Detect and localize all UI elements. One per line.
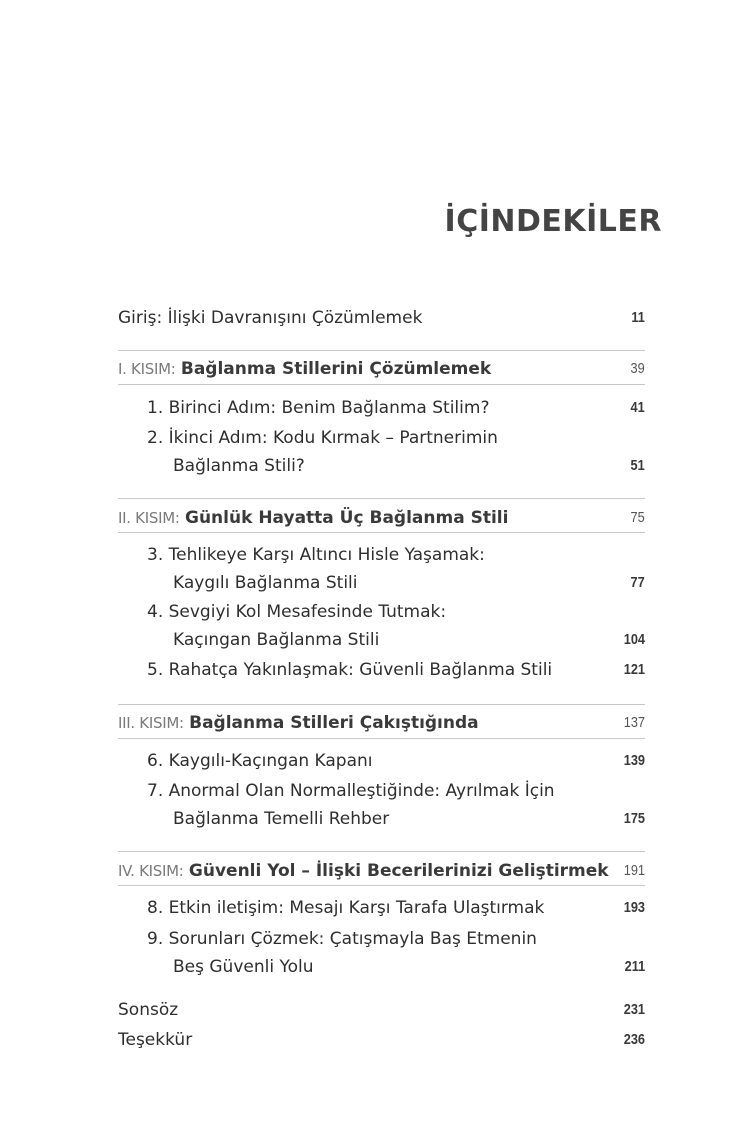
page-number: 231 xyxy=(623,1001,645,1018)
chapter-title: 5. Rahatça Yakınlaşmak: Güvenli Bağlanma Stili xyxy=(147,660,553,680)
page-number: 51 xyxy=(630,457,645,474)
chapter-title: 2. İkinci Adım: Kodu Kırmak – Partnerimin xyxy=(147,428,498,448)
chapter-title: 9. Sorunları Çözmek: Çatışmayla Baş Etmenin xyxy=(147,929,537,949)
page-number: 11 xyxy=(631,309,645,326)
page-number: 121 xyxy=(623,661,645,678)
part-heading[interactable] xyxy=(118,709,645,737)
part-title: Günlük Hayatta Üç Bağlanma Stili xyxy=(185,508,509,528)
page-number: 75 xyxy=(630,509,645,526)
toc-entry-afterword[interactable] xyxy=(118,996,645,1024)
entry-text: Teşekkür xyxy=(118,1030,193,1050)
divider xyxy=(118,384,645,385)
part-prefix: III. KISIM: xyxy=(118,714,184,732)
chapter-title-cont: Bağlanma Temelli Rehber xyxy=(173,809,390,829)
divider xyxy=(118,498,645,499)
page-title: İÇİNDEKİLER xyxy=(444,204,662,239)
chapter-title-cont: Bağlanma Stili? xyxy=(173,456,305,476)
page-number: 39 xyxy=(630,360,645,377)
chapter-title: 6. Kaygılı-Kaçıngan Kapanı xyxy=(147,751,373,771)
page-number: 137 xyxy=(623,714,645,731)
divider xyxy=(118,350,645,351)
chapter-entry[interactable] xyxy=(147,925,645,981)
page-number: 41 xyxy=(630,399,645,416)
chapter-entry[interactable] xyxy=(147,777,645,833)
chapter-title: 8. Etkin iletişim: Mesajı Karşı Tarafa Ulaştırmak xyxy=(147,898,545,918)
page-number: 191 xyxy=(623,862,645,879)
page-number: 139 xyxy=(623,752,645,769)
toc-entry-acknowledgements[interactable] xyxy=(118,1026,645,1054)
divider xyxy=(118,885,645,886)
part-title: Bağlanma Stillerini Çözümlemek xyxy=(180,359,492,379)
page-number: 104 xyxy=(623,631,645,648)
divider xyxy=(118,532,645,533)
entry-text: Sonsöz xyxy=(118,1000,179,1020)
chapter-title: 7. Anormal Olan Normalleştiğinde: Ayrılmak İçin xyxy=(147,781,555,801)
page-number: 193 xyxy=(623,899,645,916)
chapter-title: 1. Birinci Adım: Benim Bağlanma Stilim? xyxy=(147,398,490,418)
part-heading[interactable] xyxy=(118,355,645,383)
page-number: 236 xyxy=(623,1031,645,1048)
page-number: 175 xyxy=(623,810,645,827)
chapter-entry[interactable] xyxy=(147,894,645,922)
chapter-title-cont: Kaçıngan Bağlanma Stili xyxy=(173,630,380,650)
part-prefix: II. KISIM: xyxy=(118,509,180,527)
page-number: 77 xyxy=(630,574,645,591)
part-prefix: IV. KISIM: xyxy=(118,862,184,880)
chapter-entry[interactable] xyxy=(147,747,645,775)
chapter-entry[interactable] xyxy=(147,424,645,480)
part-heading[interactable] xyxy=(118,504,645,532)
chapter-entry[interactable] xyxy=(147,656,645,684)
entry-text: Giriş: İlişki Davranışını Çözümlemek xyxy=(118,308,423,328)
part-title: Güvenli Yol – İlişki Becerilerinizi Geliştirmek xyxy=(188,861,609,881)
chapter-title-cont: Beş Güvenli Yolu xyxy=(173,957,314,977)
chapter-entry[interactable] xyxy=(147,598,645,654)
divider xyxy=(118,851,645,852)
page-number: 211 xyxy=(624,958,645,975)
chapter-title-cont: Kaygılı Bağlanma Stili xyxy=(173,573,358,593)
chapter-title: 4. Sevgiyi Kol Mesafesinde Tutmak: xyxy=(147,602,447,622)
divider xyxy=(118,738,645,739)
part-prefix: I. KISIM: xyxy=(118,360,176,378)
chapter-entry[interactable] xyxy=(147,394,645,422)
part-heading[interactable] xyxy=(118,857,645,885)
chapter-title: 3. Tehlikeye Karşı Altıncı Hisle Yaşamak: xyxy=(147,545,485,565)
divider xyxy=(118,704,645,705)
toc-entry-intro[interactable] xyxy=(118,304,645,332)
part-title: Bağlanma Stilleri Çakıştığında xyxy=(189,713,479,733)
chapter-entry[interactable] xyxy=(147,541,645,597)
